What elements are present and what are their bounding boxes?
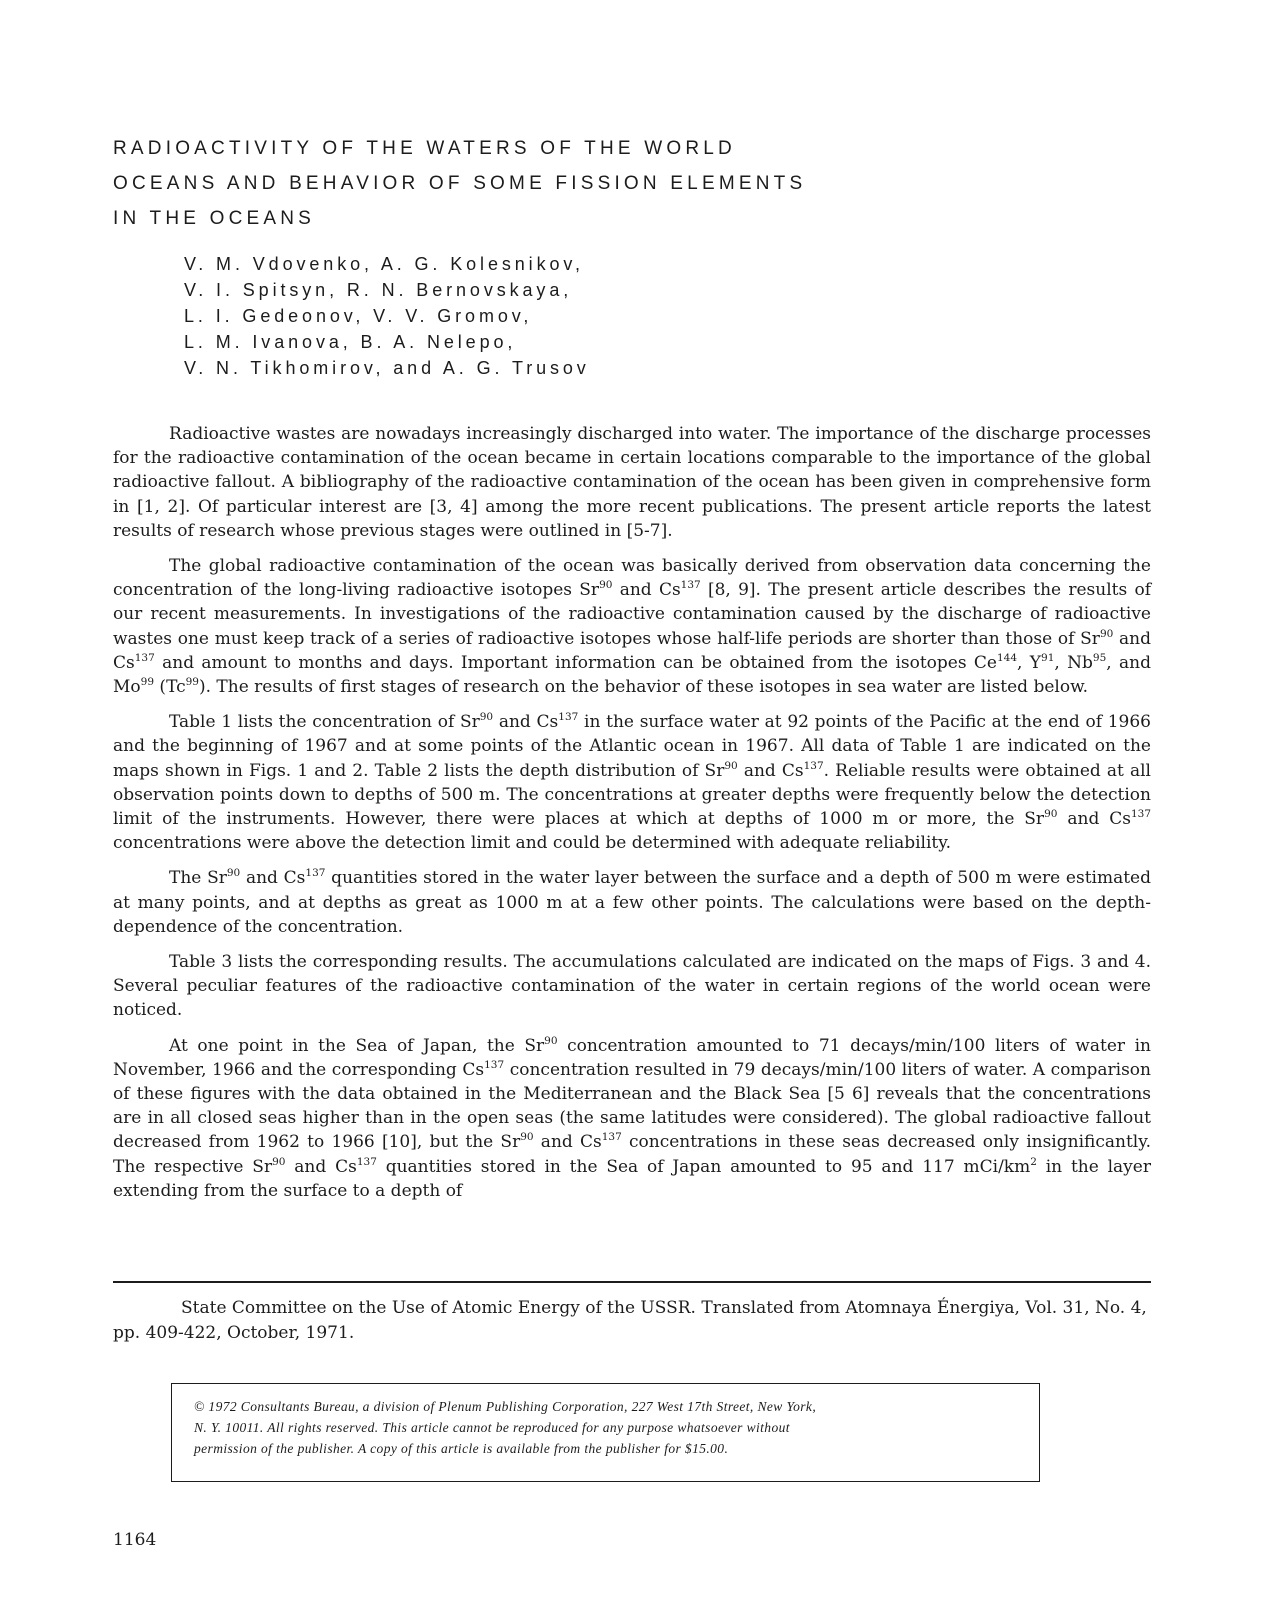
superscript: 2 <box>1030 1155 1037 1168</box>
superscript: 99 <box>140 676 155 689</box>
superscript: 90 <box>226 867 241 880</box>
superscript: 137 <box>680 579 701 592</box>
superscript: 90 <box>479 711 494 724</box>
affiliation-text: State Committee on the Use of Atomic Energy of the USSR. Translated from Atomnaya Énergiya, Vol. 31, No. 4, pp. 409-422, October, 1971. <box>113 1298 1147 1343</box>
title-line: IN THE OCEANS <box>113 208 316 229</box>
author-line: L. I. Gedeonov, V. V. Gromov, <box>184 306 533 326</box>
paragraph-5: Table 3 lists the corresponding results. The accumulations calculated are indicated on the maps of Figs. 3 and 4. Several peculiar features of the radioactive contamination of the water in certain regions of the world ocean were noticed. <box>113 952 1151 1021</box>
superscript: 90 <box>724 759 738 772</box>
copyright-line: N. Y. 10011. All rights reserved. This article cannot be reproduced for any purpose whatsoever without <box>194 1420 790 1435</box>
title-line: OCEANS AND BEHAVIOR OF SOME FISSION ELEMENTS <box>113 173 807 194</box>
superscript: 137 <box>558 711 579 724</box>
superscript: 90 <box>520 1131 534 1144</box>
superscript: 137 <box>356 1155 377 1168</box>
superscript: 137 <box>134 651 155 664</box>
superscript: 95 <box>1092 651 1107 664</box>
author-line: V. M. Vdovenko, A. G. Kolesnikov, <box>184 254 584 274</box>
paragraph-1: Radioactive wastes are nowadays increasingly discharged into water. The importance of the discharge processes for the radioactive contamination of the ocean became in certain locations comparable to the importance of the global radioactive fallout. A bibliography of the radioactive contamination of the ocean has been given in comprehensive form in [1, 2]. Of particular interest are [3, 4] among the more recent publications. The present article reports the latest results of research whose previous stages were outlined in [5-7]. <box>113 424 1151 541</box>
superscript: 90 <box>1099 627 1114 640</box>
copyright-line: © 1972 Consultants Bureau, a division of Plenum Publishing Corporation, 227 West 17th Street, New York, <box>194 1399 817 1414</box>
superscript: 137 <box>803 759 824 772</box>
affiliation-footnote <box>113 1296 1151 1345</box>
title-line: RADIOACTIVITY OF THE WATERS OF THE WORLD <box>113 138 736 159</box>
author-list <box>184 251 590 381</box>
article-title <box>113 131 1163 236</box>
author-line: V. I. Spitsyn, R. N. Bernovskaya, <box>184 280 573 300</box>
article-body <box>113 422 1151 1214</box>
superscript: 144 <box>997 651 1018 664</box>
copyright-line: permission of the publisher. A copy of this article is available from the publisher for $15.00. <box>194 1441 729 1456</box>
page-number: 1164 <box>113 1530 157 1550</box>
footnote-divider <box>113 1281 1151 1283</box>
superscript: 137 <box>305 867 326 880</box>
copyright-box <box>171 1383 1040 1482</box>
superscript: 90 <box>544 1034 558 1047</box>
author-line: L. M. Ivanova, B. A. Nelepo, <box>184 332 517 352</box>
paragraph-3: Table 1 lists the concentration of Sr$^{90}$ and Cs$^{137}$ in the surface water at 92 points of the Pacific at the end of 1966 and the beginning of 1967 and at some points of the Atlantic ocean in 1967. All data of Table 1 are indicated on the maps shown in Figs. 1 and 2. Table 2 lists the depth distribution of Sr$^{90}$ and Cs$^{137}$. Reliable results were obtained at all observation points down to depths of 500 m. The concentrations at greater depths were frequently below the detection limit of the instruments. However, there were places at which at depths of 1000 m or more, the Sr$^{90}$ and Cs$^{137}$ concentrations were above the detection limit and could be determined with adequate reliability. <box>113 711 1152 854</box>
paragraph-2: The global radioactive contamination of the ocean was basically derived from observation data concerning the concentration of the long-living radioactive isotopes Sr$^{90}$ and Cs$^{137}$ [8, 9]. The present article describes the results of our recent measurements. In investigations of the radioactive contamination caused by the discharge of radioactive wastes one must keep track of a series of radioactive isotopes whose half-life periods are shorter than those of Sr$^{90}$ and Cs$^{137}$ and amount to months and days. Important information can be obtained from the isotopes Ce$^{144}$, $Y^{91}$, Nb$^{95}$, and Mo$^{99}$ (Tc$^{99}$). The results of first stages of research on the behavior of these isotopes in sea water are listed below. <box>113 556 1151 698</box>
superscript: 137 <box>1130 808 1152 821</box>
superscript: 137 <box>601 1131 622 1144</box>
paragraph-4: The Sr$^{90}$ and Cs$^{137}$ quantities stored in the water layer between the surface and a depth of 500 m were estimated at many points, and at depths as great as 1000 m at a few other points. The calculations were based on the depth-dependence of the concentration. <box>113 867 1152 937</box>
superscript: 90 <box>1044 808 1058 821</box>
author-line: V. N. Tikhomirov, and A. G. Trusov <box>184 358 590 378</box>
superscript: 91 <box>1041 651 1055 664</box>
superscript: 90 <box>599 579 613 592</box>
paragraph-6: At one point in the Sea of Japan, the Sr$^{90}$ concentration amounted to 71 decays/min/100 liters of water in November, 1966 and the corresponding Cs$^{137}$ concentration resulted in 79 decays/min/100 liters of water. A comparison of these figures with the data obtained in the Mediterranean and the Black Sea [5 6] reveals that the concentrations are in all closed seas higher than in the open seas (the same latitudes were considered). The global radioactive fallout decreased from 1962 to 1966 [10], but the Sr$^{90}$ and Cs$^{137}$ concentrations in these seas decreased only insignificantly. The respective Sr$^{90}$ and Cs$^{137}$ quantities stored in the Sea of Japan amounted to 95 and 117 mCi/$km^2$ in the layer extending from the surface to a depth of <box>113 1034 1151 1201</box>
superscript: 90 <box>272 1155 286 1168</box>
superscript: 99 <box>185 676 199 689</box>
superscript: 137 <box>484 1058 505 1071</box>
